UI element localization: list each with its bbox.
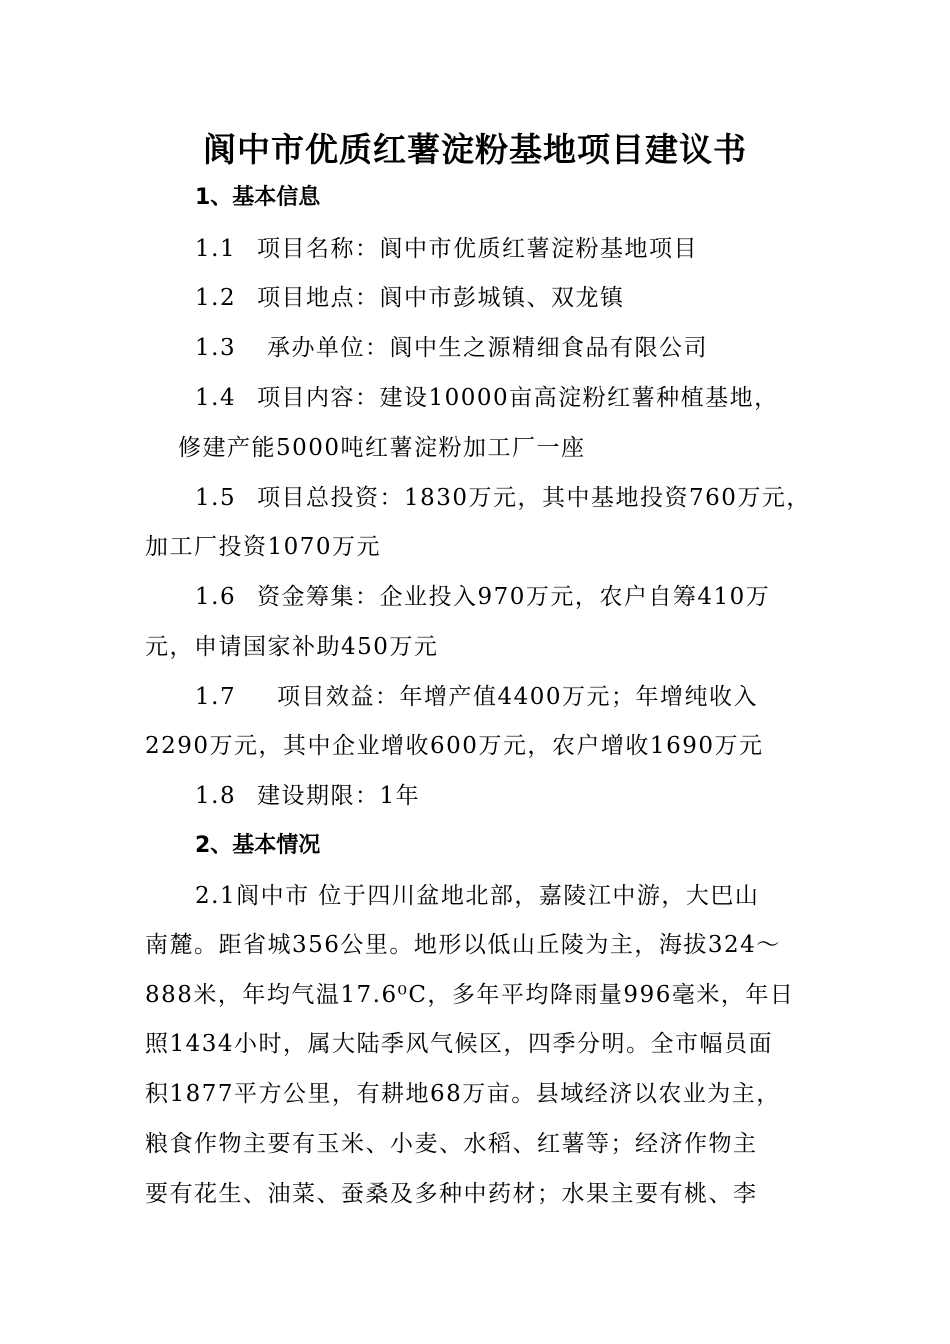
- info-line-1-7-continued: 2290万元，其中企业增收600万元，农户增收1690万元: [145, 733, 764, 759]
- item-number: 1.4: [195, 385, 237, 411]
- info-line-1-4-continued: 修建产能5000吨红薯淀粉加工厂一座: [178, 435, 586, 461]
- item-number: 1.5: [195, 485, 237, 511]
- body-paragraph-line: 要有花生、油菜、蚕桑及多种中药材；水果主要有桃、李: [145, 1181, 758, 1207]
- body-paragraph-line: 积1877平方公里，有耕地68万亩。县域经济以农业为主，: [145, 1081, 781, 1107]
- item-text: 项目地点：阆中市彭城镇、双龙镇: [257, 285, 625, 311]
- item-text: 建设期限：1年: [257, 783, 421, 809]
- body-paragraph-line: 南麓。距省城356公里。地形以低山丘陵为主，海拔324～: [145, 932, 781, 958]
- item-number: 1.3: [195, 335, 237, 361]
- section-heading-basic-info: 1、基本信息: [195, 185, 321, 210]
- item-text: 项目名称：阆中市优质红薯淀粉基地项目: [257, 236, 698, 262]
- item-text: 项目内容：建设10000亩高淀粉红薯种植基地，: [257, 385, 779, 411]
- item-text: 承办单位：阆中生之源精细食品有限公司: [267, 335, 708, 361]
- body-paragraph-line: 888米，年均气温17.6⁰C，多年平均降雨量996毫米，年日: [145, 982, 795, 1008]
- item-number: 1.7: [195, 684, 237, 710]
- body-paragraph-line: 2.1阆中市 位于四川盆地北部，嘉陵江中游，大巴山: [195, 883, 760, 909]
- info-line-1-5: [195, 483, 811, 513]
- body-paragraph-line: 粮食作物主要有玉米、小麦、水稻、红薯等；经济作物主: [145, 1131, 758, 1157]
- info-line-1-2: [195, 283, 625, 313]
- document-title: 阆中市优质红薯淀粉基地项目建议书: [203, 130, 747, 169]
- info-line-1-3: [195, 333, 708, 363]
- item-number: 1.6: [195, 584, 237, 610]
- info-line-1-1: [195, 234, 698, 264]
- body-paragraph-line: 照1434小时，属大陆季风气候区，四季分明。全市幅员面: [145, 1031, 774, 1057]
- info-line-1-4: [195, 383, 779, 413]
- info-line-1-6: [195, 582, 770, 612]
- item-text: 资金筹集：企业投入970万元，农户自筹410万: [257, 584, 771, 610]
- info-line-1-7: [195, 682, 758, 712]
- item-number: 1.1: [195, 236, 237, 262]
- section-heading-basic-situation: 2、基本情况: [195, 833, 321, 858]
- item-text: 项目效益：年增产值4400万元；年增纯收入: [277, 684, 759, 710]
- item-number: 1.2: [195, 285, 237, 311]
- info-line-1-5-continued: 加工厂投资1070万元: [145, 534, 382, 560]
- info-line-1-6-continued: 元，申请国家补助450万元: [145, 634, 439, 660]
- item-number: 1.8: [195, 783, 237, 809]
- item-text: 项目总投资：1830万元，其中基地投资760万元，: [257, 485, 811, 511]
- info-line-1-8: [195, 781, 420, 811]
